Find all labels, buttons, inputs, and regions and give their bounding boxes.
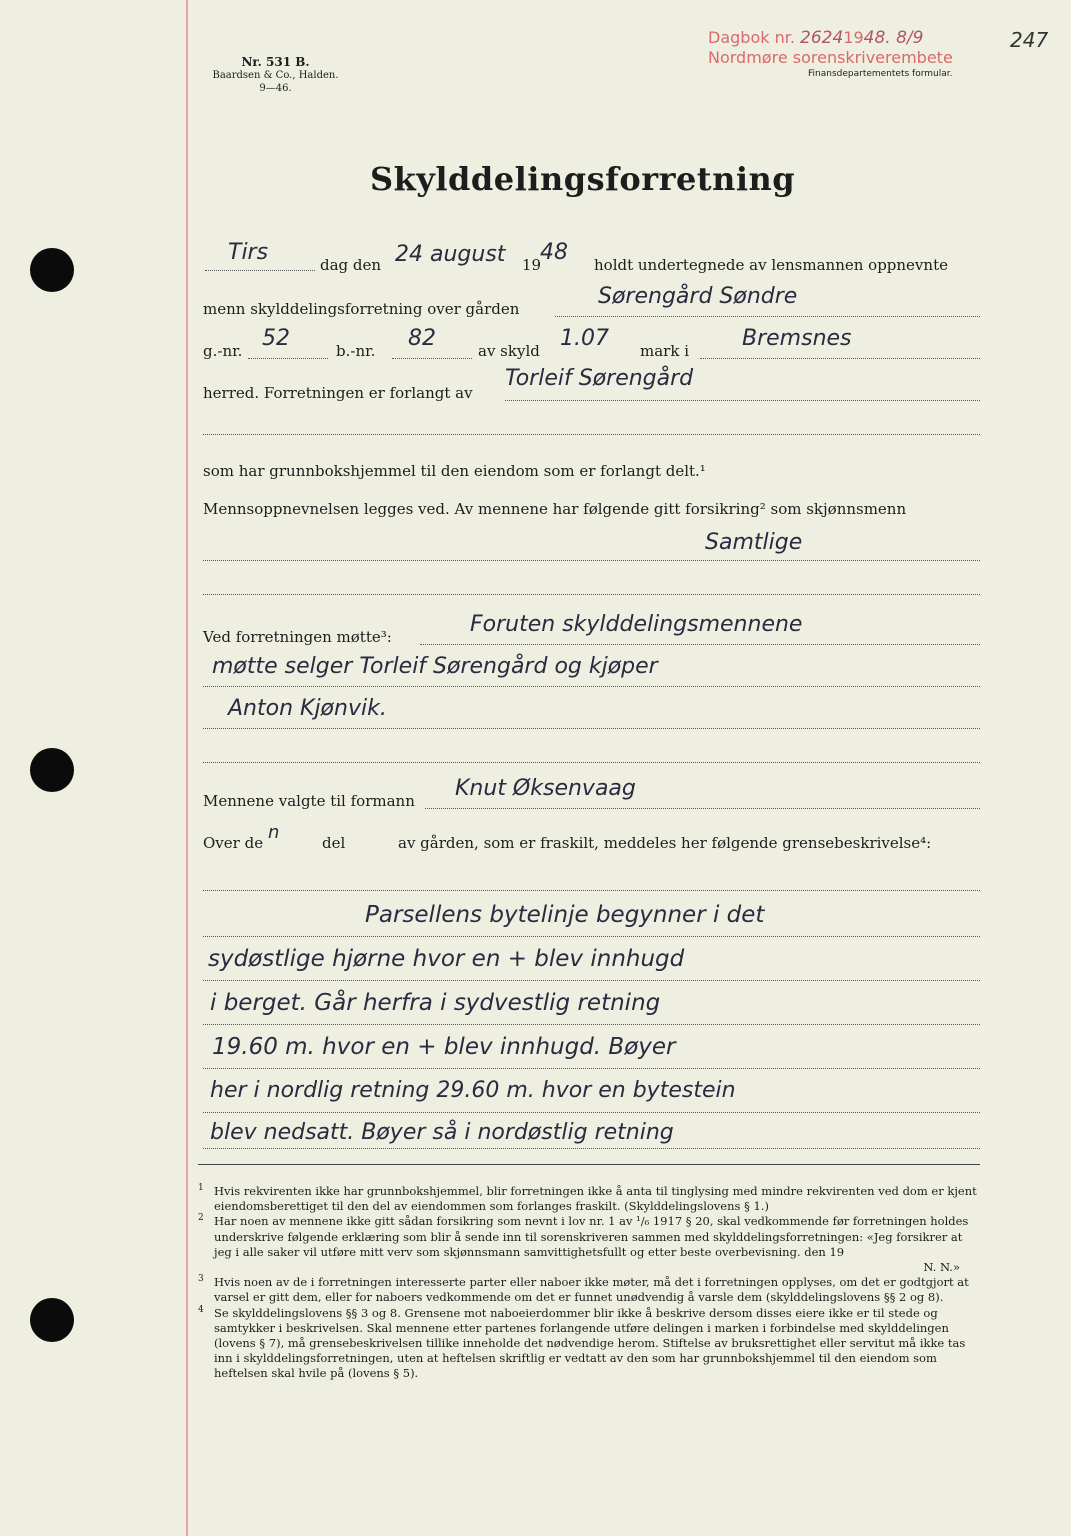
fill-line	[203, 1068, 980, 1069]
footnote-text: Se skylddelingslovens §§ 3 og 8. Grensene mot naboeierdommer blir ikke å beskrive dersom disses eiere ikke er til stede og samtykker i beskrivelsen. Skal mennene etter partenes forlangende utføre delingen i marken i forbindelse med skylddelingen (lovens § 7), må grensebeskrivelsen tillike inneholde det nødvendige herom. Stiftelse av bruksrettighet eller servitut må ikke tas inn i skylddelingsforretningen, uten at heftelsen skriftlig er vedtatt av den som har grunnbokshjemmel til den eiendom som heftelsen skal hvile på (lovens § 5).	[214, 1305, 966, 1381]
label-del: del	[322, 834, 346, 852]
fill-line	[420, 644, 980, 645]
fill-line	[555, 316, 980, 317]
hw-day: Tirs	[228, 240, 269, 265]
hw-gnr: 52	[262, 326, 290, 351]
fill-line	[203, 1024, 980, 1025]
label-bnr: b.-nr.	[336, 342, 376, 360]
label-formann: Mennene valgte til formann	[203, 792, 415, 810]
footnote-marker: 1	[198, 1183, 204, 1193]
label-mark: mark i	[640, 342, 689, 360]
hw-skyld: 1.07	[560, 326, 609, 351]
punch-hole	[30, 748, 74, 792]
text-mennsopp: Mennsoppnevnelsen legges ved. Av mennene har følgende gitt forsikring² som skjønnsmenn	[203, 500, 907, 518]
fill-line	[203, 980, 980, 981]
fill-line	[203, 1112, 980, 1113]
footnote-signature: N. N.»	[923, 1260, 960, 1275]
footnote-text: Hvis rekvirenten ikke har grunnbokshjemmel, blir forretningen ikke å anta til tinglysing med mindre rekvirenten ved dom er kjent eiendomsberettiget til den del av eiendommen som forlanges fraskilt. (Skylddelingslovens § 1.)	[214, 1184, 977, 1214]
hw-year: 48	[540, 240, 568, 265]
stamp-year: 48. 8/9	[863, 28, 924, 48]
stamp-subtitle: Finansdepartementets formular.	[808, 69, 953, 79]
footnote-marker: 4	[198, 1304, 204, 1315]
punch-hole	[30, 248, 74, 292]
label-year-prefix: 19	[522, 256, 542, 274]
label-gnr: g.-nr.	[203, 342, 243, 360]
form-number-block	[193, 56, 358, 95]
form-number: Nr. 531 B.	[241, 55, 310, 69]
label-holdt: holdt undertegnede av lensmannen oppnevnte	[594, 256, 948, 274]
label-over-de: Over de	[203, 834, 264, 852]
hw-grense-3: i berget. Går herfra i sydvestlig retning	[210, 990, 661, 1016]
footnotes	[198, 1184, 980, 1382]
fill-line	[425, 808, 980, 809]
footnote-rule	[198, 1164, 980, 1165]
fill-line	[203, 560, 980, 561]
footnote-3	[198, 1275, 980, 1305]
stamp-number: 2624	[800, 28, 844, 48]
punch-hole	[30, 1298, 74, 1342]
hw-date: 24 august	[395, 242, 506, 267]
page-title: Skylddelingsforretning	[370, 160, 796, 198]
label-menn: menn skylddelingsforretning over gården	[203, 300, 520, 318]
hw-samtlige: Samtlige	[705, 530, 803, 555]
print-date: 9—46.	[259, 83, 292, 94]
fill-line	[392, 358, 472, 359]
fill-line	[700, 358, 980, 359]
fill-line	[203, 762, 980, 763]
hw-farm: Sørengård Søndre	[598, 284, 798, 309]
fill-line	[203, 594, 980, 595]
hw-grense-6: blev nedsatt. Bøyer så i nordøstlig retning	[210, 1120, 674, 1145]
hw-grense-2: sydøstlige hjørne hvor en + blev innhugd	[208, 946, 685, 972]
fill-line	[203, 1148, 980, 1149]
label-dag-den: dag den	[320, 256, 382, 274]
footnote-marker: 2	[198, 1213, 204, 1224]
hw-requester: Torleif Sørengård	[505, 366, 694, 391]
label-herred: herred. Forretningen er forlangt av	[203, 384, 473, 402]
hw-grense-1: Parsellens bytelinje begynner i det	[365, 902, 765, 928]
page-number: 247	[1010, 28, 1049, 52]
fill-line	[203, 728, 980, 729]
footnote-text: Hvis noen av de i forretningen interesserte parter eller naboer ikke møter, må det i forretningen opplyses, om det er godtgjort at varsel er gitt dem, eller for naboers vedkommende om det er funnet unødvendig å varsle dem (skylddelingslovens §§ 2 og 8).	[214, 1275, 969, 1305]
hw-motte-3: Anton Kjønvik.	[228, 696, 387, 721]
fill-line	[248, 358, 328, 359]
footnote-marker: 3	[198, 1274, 204, 1285]
hw-over: n	[268, 822, 280, 843]
hw-bnr: 82	[408, 326, 436, 351]
text-grunnbok: som har grunnbokshjemmel til den eiendom som er forlangt delt.¹	[203, 462, 706, 480]
footnote-text: Har noen av mennene ikke gitt sådan forsikring som nevnt i lov nr. 1 av ¹/₆ 1917 § 20, skal vedkommende før forretningen holdes underskrive følgende erklæring som blir å sende inn til sorenskriveren sammen med skylddelingsforretningen: «Jeg forsikrer at jeg i alle saker vil utføre mitt verv som skjønnsmann samvittighetsfullt og etter beste overbevisning. den 19	[214, 1214, 969, 1259]
label-av-garden: av gården, som er fraskilt, meddeles her følgende grensebeskrivelse⁴:	[398, 834, 932, 852]
hw-grense-4: 19.60 m. hvor en + blev innhugd. Bøyer	[212, 1034, 676, 1060]
footnote-2	[198, 1214, 980, 1260]
fill-line	[205, 270, 315, 271]
fill-line	[203, 936, 980, 937]
stamp-year-prefix: 19	[843, 28, 864, 47]
stamp-label: Dagbok nr.	[708, 28, 795, 47]
footnote-4	[198, 1306, 980, 1382]
hw-formann: Knut Øksenvaag	[455, 776, 636, 801]
registration-stamp	[708, 28, 953, 68]
label-skyld: av skyld	[478, 342, 540, 360]
footnote-1	[198, 1184, 980, 1214]
hw-motte-2: møtte selger Torleif Sørengård og kjøper	[212, 654, 658, 679]
fill-line	[203, 434, 980, 435]
printer: Baardsen & Co., Halden.	[212, 70, 339, 81]
hw-herred: Bremsnes	[742, 326, 852, 351]
stamp-office: Nordmøre sorenskriverembete	[708, 48, 953, 67]
fill-line	[203, 890, 980, 891]
hw-grense-5: her i nordlig retning 29.60 m. hvor en bytestein	[210, 1078, 736, 1103]
margin-line	[186, 0, 188, 1536]
hw-motte-1: Foruten skylddelingsmennene	[470, 612, 803, 637]
label-motte: Ved forretningen møtte³:	[203, 628, 392, 646]
fill-line	[505, 400, 980, 401]
fill-line	[203, 686, 980, 687]
